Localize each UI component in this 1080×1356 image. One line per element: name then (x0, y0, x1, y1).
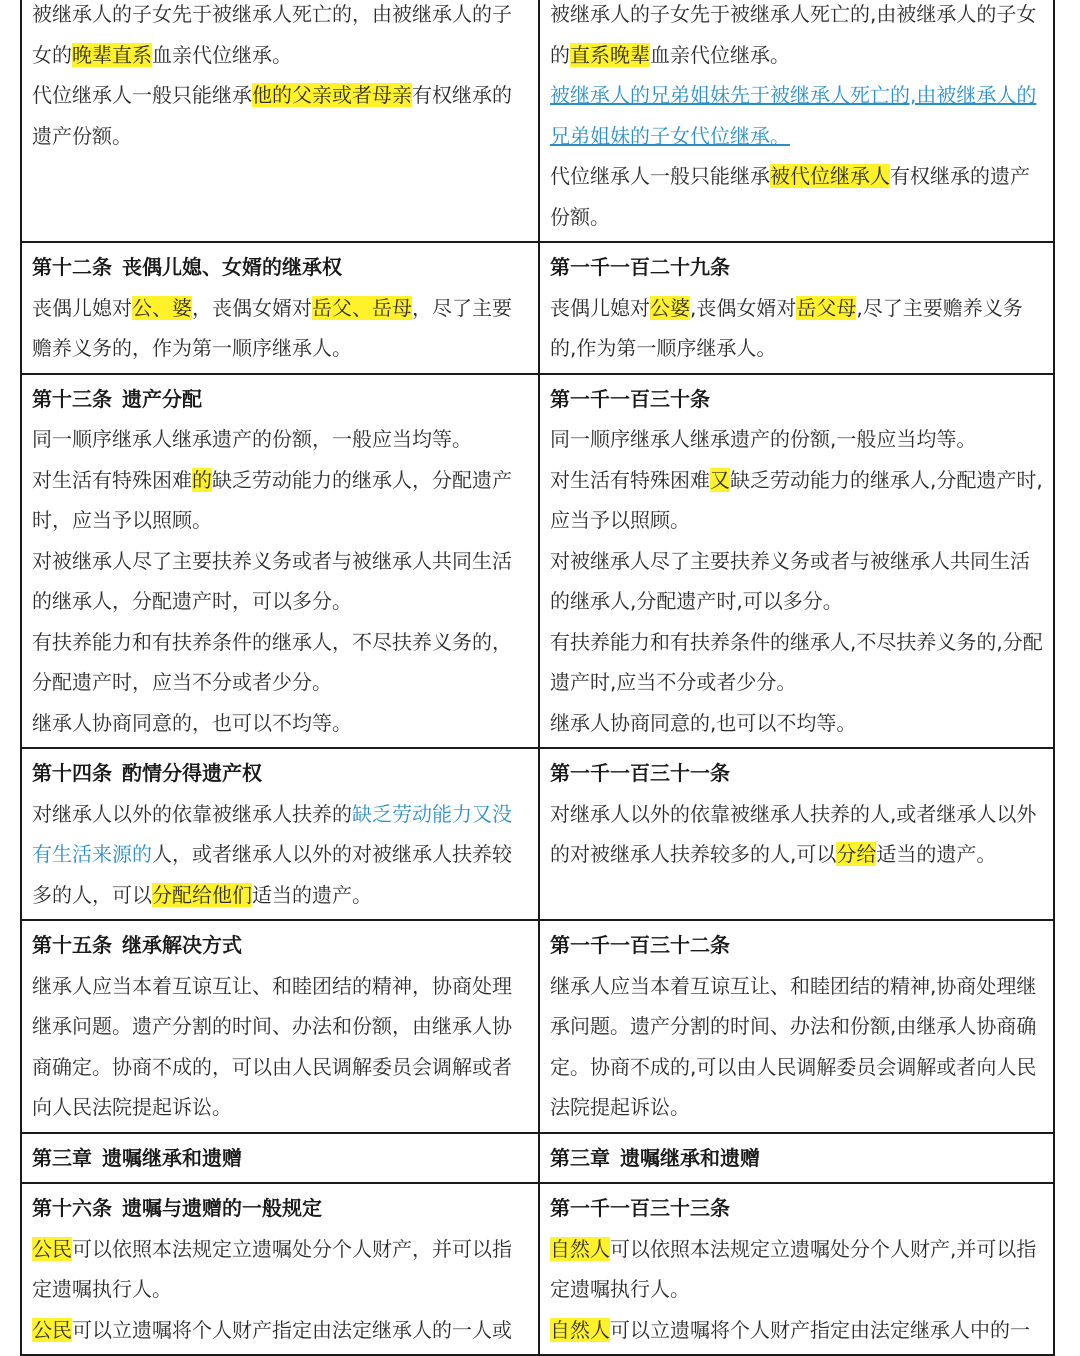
article-row (21, 242, 1054, 374)
old-law-cell (21, 374, 539, 749)
blue-text: 缺乏劳动能力又没有生活来源的 (32, 801, 512, 866)
article-number: 第十三条 (32, 386, 112, 411)
article-number: 第十四条 (32, 761, 112, 785)
highlighted-text: 自然人 (550, 1317, 610, 1342)
text-segment: 血亲代位继承。 (152, 42, 292, 67)
paragraph (550, 288, 1045, 369)
old-law-cell (21, 1183, 539, 1355)
highlighted-text: 他的父亲或者母亲 (252, 83, 412, 107)
text-segment: 人，或者继承人以外的对被继承人扶养较多的人，可以 (32, 842, 512, 907)
text-segment: 可以依照本法规定立遗嘱处分个人财产,并可以指定遗嘱执行人。 (550, 1236, 1037, 1301)
text-segment: 对继承人以外的依靠被继承人扶养的人,或者继承人以外的对被继承人扶养较多的人,可以 (550, 801, 1037, 866)
text-segment: 血亲代位继承。 (650, 42, 790, 67)
text-segment: 有扶养能力和有扶养条件的继承人,不尽扶养义务的,分配遗产时,应当不分或者少分。 (550, 629, 1043, 694)
text-segment: 被继承人的子女先于被继承人死亡的，由被继承人的子女的 (32, 2, 512, 67)
article-number: 第三章 (32, 1145, 92, 1170)
article-title: 遗嘱与遗赠的一般规定 (122, 1196, 322, 1220)
paragraph (550, 703, 1045, 744)
article-title: 酌情分得遗产权 (122, 761, 262, 785)
text-segment: 对生活有特殊困难 (550, 467, 710, 492)
article-number: 第一千一百二十九条 (550, 255, 730, 279)
article-row (21, 920, 1054, 1133)
article-heading (32, 1138, 530, 1179)
paragraph (32, 1229, 530, 1310)
article-title: 遗产分配 (122, 386, 202, 411)
law-comparison-table (20, 0, 1055, 1356)
article-row (21, 0, 1054, 242)
text-segment: 缺乏劳动能力的继承人，分配遗产时，应当予以照顾。 (32, 467, 512, 532)
article-heading (32, 247, 530, 288)
article-number: 第一千一百三十条 (550, 386, 710, 411)
paragraph (32, 966, 530, 1128)
article-heading (550, 925, 1045, 966)
article-heading (32, 753, 530, 794)
text-segment: 对生活有特殊困难 (32, 467, 192, 492)
text-segment: ,尽了主要赡养义务的,作为第一顺序继承人。 (550, 295, 1023, 360)
text-segment: 有权继承的遗产份额。 (32, 83, 512, 148)
civil-code-cell (539, 242, 1054, 374)
article-number: 第十五条 (32, 933, 112, 957)
text-segment: 继承人应当本着互谅互让、和睦团结的精神，协商处理继承问题。遗产分割的时间、办法和份额，由继承人协商确定。协商不成的，可以由人民调解委员会调解或者向人民法院提起诉讼。 (32, 973, 512, 1119)
paragraph (32, 75, 530, 156)
article-heading (550, 1138, 1045, 1179)
old-law-cell (21, 242, 539, 374)
table-body (21, 0, 1054, 1355)
highlighted-text: 直系晚辈 (570, 42, 650, 67)
highlighted-text: 晚辈直系 (72, 42, 152, 67)
article-number: 第一千一百三十一条 (550, 761, 730, 785)
text-segment: ，尽了主要赡养义务的，作为第一顺序继承人。 (32, 295, 512, 360)
text-segment: 对被继承人尽了主要扶养义务或者与被继承人共同生活的继承人,分配遗产时,可以多分。 (550, 548, 1030, 613)
text-segment: 有权继承的遗产份额。 (550, 164, 1030, 229)
paragraph (550, 156, 1045, 237)
article-heading (550, 753, 1045, 794)
text-segment: 对继承人以外的依靠被继承人扶养的 (32, 801, 352, 826)
text-segment: 被继承人的子女先于被继承人死亡的,由被继承人的子女的 (550, 2, 1037, 67)
paragraph (550, 622, 1045, 703)
paragraph (550, 1310, 1045, 1351)
highlighted-text: 分给 (836, 842, 877, 866)
text-segment: 可以立遗嘱将个人财产指定由法定继承人的一人或 (72, 1317, 512, 1342)
paragraph (32, 703, 530, 744)
paragraph (550, 460, 1045, 541)
civil-code-cell (539, 748, 1054, 920)
highlighted-text: 公、婆 (132, 295, 192, 320)
civil-code-cell (539, 1133, 1054, 1184)
article-number: 第十六条 (32, 1196, 112, 1220)
highlighted-text: 的 (192, 467, 212, 492)
text-segment: 继承人应当本着互谅互让、和睦团结的精神,协商处理继承问题。遗产分割的时间、办法和份额,由继承人协商确定。协商不成的,可以由人民调解委员会调解或者向人民法院提起诉讼。 (550, 973, 1037, 1119)
text-segment: 继承人协商同意的，也可以不均等。 (32, 710, 352, 735)
text-segment: ，丧偶女婿对 (192, 295, 312, 320)
highlighted-text: 分配给他们 (152, 882, 252, 907)
paragraph (32, 622, 530, 703)
article-number: 第一千一百三十三条 (550, 1196, 730, 1220)
article-heading (550, 379, 1045, 420)
article-heading (32, 1188, 530, 1229)
civil-code-cell (539, 374, 1054, 749)
text-segment: 丧偶儿媳对 (550, 295, 650, 320)
highlighted-text: 自然人 (550, 1236, 610, 1261)
paragraph (550, 794, 1045, 875)
highlighted-text: 公民 (32, 1317, 72, 1342)
old-law-cell (21, 0, 539, 242)
highlighted-text: 又 (710, 467, 730, 492)
highlighted-text: 公民 (32, 1236, 72, 1261)
article-title: 遗嘱继承和遗赠 (620, 1145, 760, 1170)
text-segment: 可以立遗嘱将个人财产指定由法定继承人中的一 (610, 1317, 1030, 1342)
text-segment: 适当的遗产。 (252, 882, 372, 907)
text-segment: 同一顺序继承人继承遗产的份额,一般应当均等。 (550, 427, 977, 451)
highlighted-text: 被代位继承人 (770, 164, 890, 188)
civil-code-cell (539, 0, 1054, 242)
article-heading (32, 379, 530, 420)
paragraph (32, 0, 530, 75)
text-segment: 适当的遗产。 (876, 842, 997, 866)
text-segment: 对被继承人尽了主要扶养义务或者与被继承人共同生活的继承人，分配遗产时，可以多分。 (32, 548, 512, 613)
article-number: 第一千一百三十二条 (550, 933, 730, 957)
text-segment: 有扶养能力和有扶养条件的继承人，不尽扶养义务的，分配遗产时，应当不分或者少分。 (32, 629, 512, 694)
text-segment: 丧偶儿媳对 (32, 295, 132, 320)
paragraph (550, 419, 1045, 460)
article-row (21, 374, 1054, 749)
article-number: 第十二条 (32, 255, 112, 279)
article-row (21, 1183, 1054, 1355)
paragraph (32, 794, 530, 916)
paragraph (550, 541, 1045, 622)
text-segment: 继承人协商同意的,也可以不均等。 (550, 710, 857, 735)
paragraph (32, 460, 530, 541)
civil-code-cell (539, 920, 1054, 1133)
paragraph (550, 1229, 1045, 1310)
article-title: 丧偶儿媳、女婿的继承权 (122, 255, 342, 279)
old-law-cell (21, 920, 539, 1133)
old-law-cell (21, 1133, 539, 1184)
paragraph (32, 419, 530, 460)
article-number: 第三章 (550, 1145, 610, 1170)
text-segment: 代位继承人一般只能继承 (32, 83, 252, 107)
article-row (21, 748, 1054, 920)
text-segment: 可以依照本法规定立遗嘱处分个人财产，并可以指定遗嘱执行人。 (32, 1236, 512, 1301)
text-segment: 代位继承人一般只能继承 (550, 164, 770, 188)
article-heading (32, 925, 530, 966)
highlighted-text: 岳父、岳母 (312, 295, 412, 320)
text-segment: 缺乏劳动能力的继承人,分配遗产时,应当予以照顾。 (550, 467, 1043, 532)
article-title: 遗嘱继承和遗赠 (102, 1145, 242, 1170)
chapter-row (21, 1133, 1054, 1184)
article-title: 继承解决方式 (122, 933, 242, 957)
article-heading (550, 1188, 1045, 1229)
paragraph (32, 1310, 530, 1351)
inline-link[interactable]: 被继承人的兄弟姐妹先于被继承人死亡的,由被继承人的兄弟姐妹的子女代位继承。 (550, 83, 1037, 148)
paragraph (550, 966, 1045, 1128)
text-segment: ,丧偶女婿对 (690, 295, 797, 320)
highlighted-text: 岳父母 (796, 295, 857, 320)
paragraph (550, 0, 1045, 75)
highlighted-text: 公婆 (650, 295, 690, 320)
paragraph (32, 288, 530, 369)
paragraph (32, 541, 530, 622)
paragraph (550, 75, 1045, 156)
old-law-cell (21, 748, 539, 920)
article-heading (550, 247, 1045, 288)
civil-code-cell (539, 1183, 1054, 1355)
text-segment: 同一顺序继承人继承遗产的份额，一般应当均等。 (32, 427, 472, 451)
